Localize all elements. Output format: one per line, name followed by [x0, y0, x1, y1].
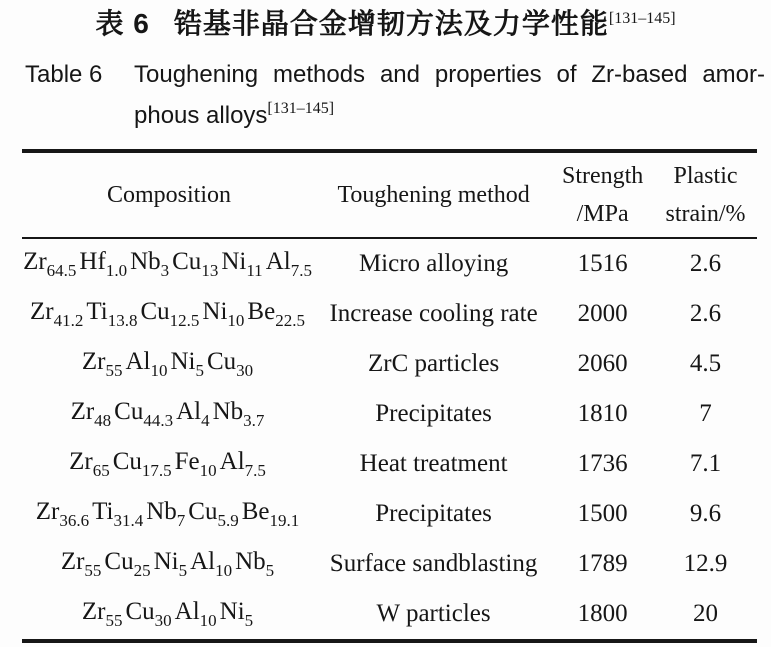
- header-composition: Composition: [106, 181, 232, 208]
- reference-superscript-cn: [131–145]: [608, 10, 676, 27]
- method-cell: Precipitates: [375, 500, 492, 527]
- plastic-strain-cell: 9.6: [689, 500, 722, 527]
- element-group: $Cu_{30}$: [125, 597, 172, 630]
- table-bottom-rule: [22, 639, 757, 643]
- element-group: $Cu_{25}$: [104, 547, 151, 580]
- strength-cell: 1736: [577, 450, 628, 477]
- plastic-strain-cell: 20: [693, 600, 719, 627]
- element-group: $Be_{19.1}$: [241, 497, 300, 530]
- table-row: [22, 539, 757, 589]
- header-plastic-line2: strain/%: [665, 201, 746, 227]
- table-row: [22, 289, 757, 339]
- header-plastic-line1: Plastic: [673, 163, 738, 189]
- element-group: $Cu_{30}$: [206, 347, 254, 380]
- element-group: $Hf_{1.0}$: [79, 247, 128, 280]
- element-group: $Cu_{13}$: [172, 247, 219, 280]
- strength-cell: 1500: [577, 500, 628, 527]
- method-cell: W particles: [376, 600, 491, 627]
- table-row: [22, 589, 757, 639]
- composition-cell: [22, 298, 316, 331]
- element-group: $Ti_{31.4}$: [92, 497, 144, 530]
- caption-line2: [134, 95, 765, 139]
- caption-label: Table 6: [25, 61, 103, 88]
- plastic-strain-cell: 12.9: [683, 550, 728, 577]
- composition-cell: [22, 498, 316, 531]
- element-group: $Zr_{36.6}$: [35, 497, 90, 530]
- strength-cell: 1789: [577, 550, 628, 577]
- method-cell: ZrC particles: [367, 350, 500, 377]
- strength-cell: 1810: [577, 400, 628, 427]
- element-group: $Nb_3$: [130, 247, 170, 280]
- element-group: $Nb_5$: [235, 547, 275, 580]
- element-group: $Fe_{10}$: [174, 447, 217, 480]
- caption-body: [134, 54, 765, 139]
- method-cell: Precipitates: [375, 400, 492, 427]
- element-group: $Be_{22.5}$: [247, 297, 305, 330]
- table-row: [22, 339, 757, 389]
- header-strength-line1: Strength: [561, 163, 644, 189]
- method-cell: Surface sandblasting: [329, 550, 538, 577]
- header-strength: [551, 157, 654, 233]
- strength-cell: 2060: [577, 350, 628, 377]
- element-group: $Nb_{3.7}$: [212, 397, 265, 430]
- element-group: $Al_{10}$: [174, 597, 217, 630]
- table-title-cn-text: 锆基非晶合金增韧方法及力学性能: [173, 8, 609, 39]
- composition-cell: [22, 598, 316, 631]
- element-group: $Cu_{5.9}$: [188, 497, 239, 530]
- method-cell: Micro alloying: [358, 250, 509, 277]
- method-cell: Heat treatment: [359, 450, 508, 477]
- caption-line1: Toughening methods and properties of Zr-based amor-: [134, 61, 765, 88]
- header-plastic-strain: [654, 157, 757, 233]
- element-group: $Zr_{65}$: [69, 447, 110, 480]
- element-group: $Ni_5$: [153, 547, 188, 580]
- element-group: $Zr_{55}$: [81, 597, 123, 630]
- plastic-strain-cell: 7: [699, 400, 712, 427]
- element-group: $Zr_{55}$: [81, 347, 123, 380]
- composition-cell: [22, 548, 316, 581]
- element-group: $Nb_7$: [146, 497, 186, 530]
- composition-cell: [22, 248, 316, 281]
- table-title-cn: [0, 0, 771, 46]
- composition-cell: [22, 398, 316, 431]
- element-group: $Al_{10}$: [125, 347, 168, 380]
- plastic-strain-cell: 2.6: [689, 300, 722, 327]
- element-group: $Ni_{11}$: [221, 247, 263, 280]
- method-cell: Increase cooling rate: [329, 300, 538, 327]
- caption-line2-text: phous alloys: [134, 102, 268, 129]
- element-group: $Zr_{41.2}$: [30, 297, 84, 330]
- table-header-row: [22, 153, 757, 237]
- table-row: [22, 389, 757, 439]
- reference-superscript-en: [131–145]: [267, 100, 335, 117]
- plastic-strain-cell: 4.5: [689, 350, 722, 377]
- element-group: $Ni_5$: [219, 597, 254, 630]
- plastic-strain-cell: 7.1: [689, 450, 722, 477]
- table-row: [22, 439, 757, 489]
- element-group: $Cu_{12.5}$: [140, 297, 200, 330]
- composition-cell: [22, 448, 316, 481]
- element-group: $Zr_{64.5}$: [23, 247, 77, 280]
- table-title-cn-label: 表 6: [95, 8, 150, 39]
- strength-cell: 1800: [577, 600, 628, 627]
- header-strength-line2: /MPa: [576, 201, 629, 227]
- table-row: [22, 489, 757, 539]
- element-group: $Al_{7.5}$: [219, 447, 266, 480]
- element-group: $Ni_5$: [170, 347, 204, 380]
- element-group: $Zr_{48}$: [70, 397, 112, 430]
- element-group: $Al_{7.5}$: [265, 247, 312, 280]
- table-body: [22, 239, 757, 639]
- header-method: Toughening method: [337, 181, 530, 208]
- element-group: $Cu_{17.5}$: [112, 447, 172, 480]
- element-group: $Ni_{10}$: [202, 297, 245, 330]
- element-group: $Al_4$: [176, 397, 210, 430]
- element-group: $Ti_{13.8}$: [86, 297, 138, 330]
- element-group: $Zr_{55}$: [60, 547, 102, 580]
- composition-cell: [22, 348, 316, 381]
- table-row: [22, 239, 757, 289]
- element-group: $Cu_{44.3}$: [114, 397, 174, 430]
- strength-cell: 1516: [577, 250, 628, 277]
- data-table: [22, 149, 757, 643]
- element-group: $Al_{10}$: [190, 547, 233, 580]
- strength-cell: 2000: [577, 300, 628, 327]
- table-caption-en: [25, 54, 771, 139]
- plastic-strain-cell: 2.6: [689, 250, 722, 277]
